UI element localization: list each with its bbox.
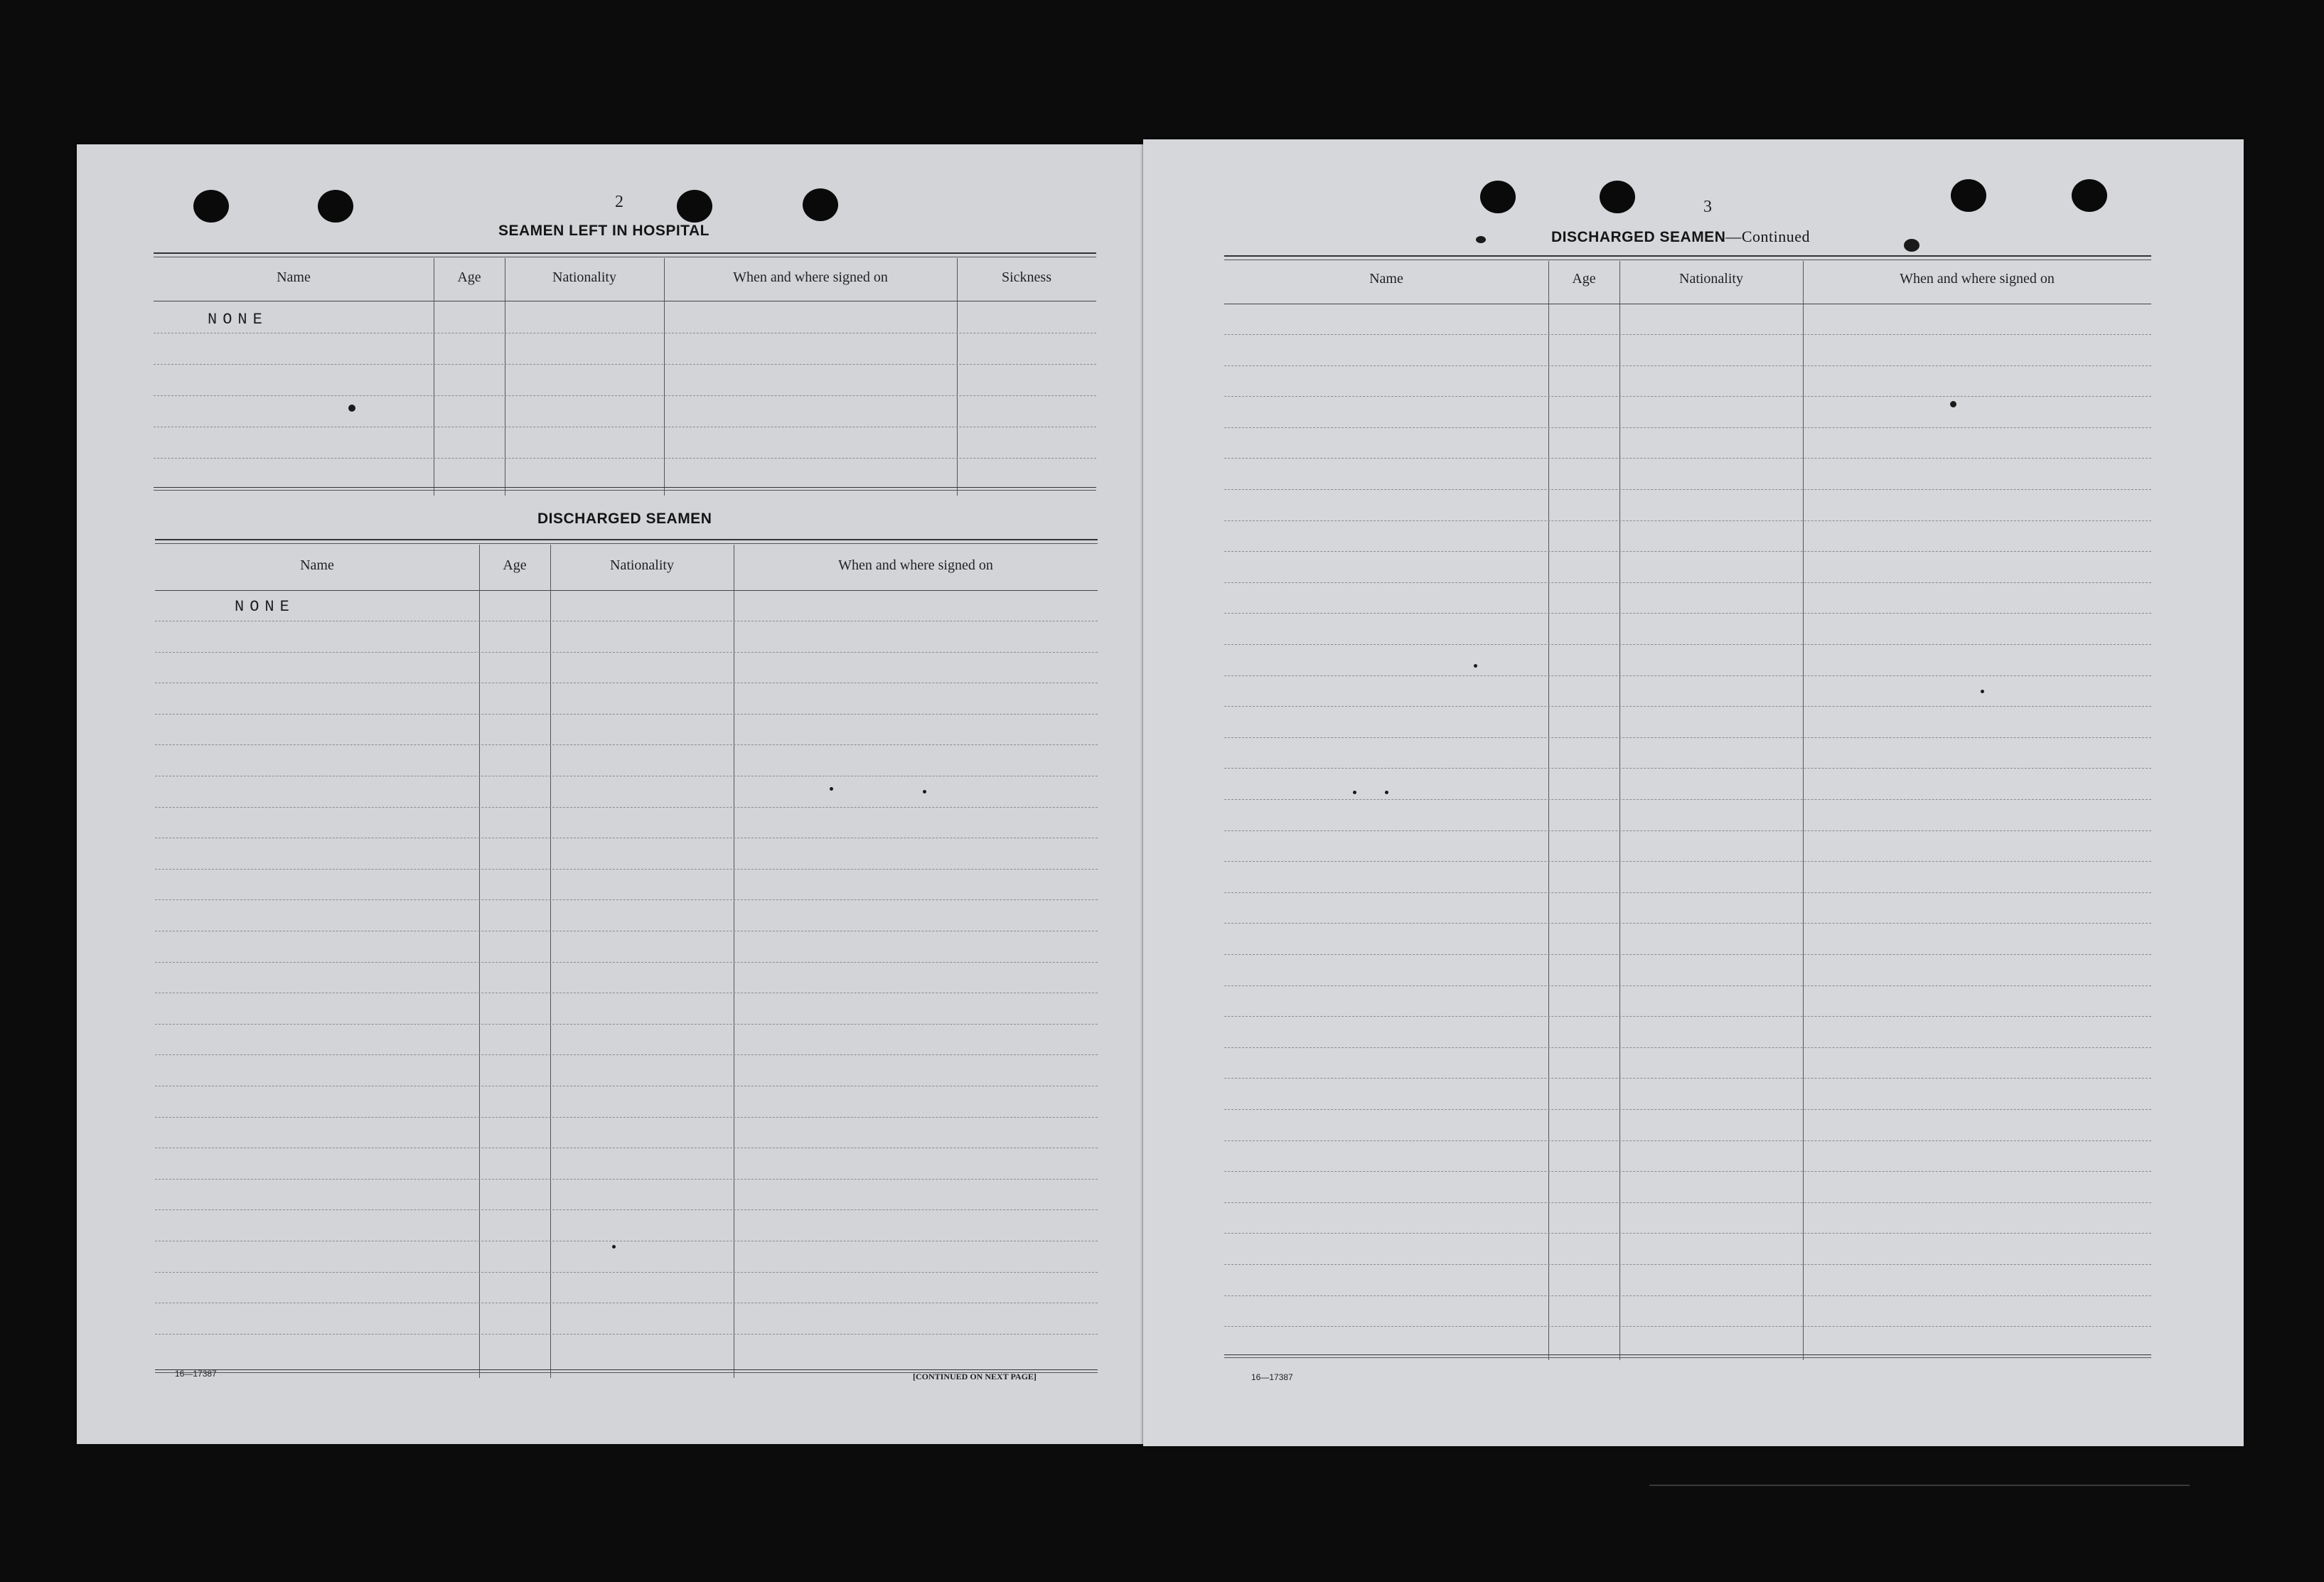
punch-hole bbox=[1600, 181, 1635, 213]
scan-edge-line bbox=[1649, 1485, 2190, 1486]
row-rule bbox=[1224, 799, 2151, 800]
row-rule bbox=[155, 899, 1098, 900]
row-rule bbox=[1224, 1047, 2151, 1048]
row-rule bbox=[155, 869, 1098, 870]
row-rule bbox=[155, 1117, 1098, 1118]
row-rule bbox=[1224, 1202, 2151, 1203]
row-rule bbox=[154, 458, 1096, 459]
discharged-section-title: DISCHARGED SEAMEN bbox=[537, 511, 712, 527]
punch-hole bbox=[193, 190, 229, 223]
row-rule bbox=[155, 744, 1098, 745]
row-rule bbox=[1224, 334, 2151, 335]
row-rule bbox=[1224, 1140, 2151, 1141]
left-page bbox=[77, 144, 1152, 1444]
ink-speck bbox=[1950, 401, 1956, 407]
row-rule bbox=[1224, 1295, 2151, 1296]
row-rule bbox=[1224, 675, 2151, 676]
hospital-table bbox=[154, 252, 1096, 494]
table-bottom-rule bbox=[1224, 1354, 2151, 1358]
row-rule bbox=[155, 1334, 1098, 1335]
table-top-rule bbox=[155, 539, 1098, 544]
row-rule bbox=[155, 1024, 1098, 1025]
row-rule bbox=[1224, 396, 2151, 397]
page-number: 3 bbox=[1703, 198, 1712, 216]
column-header-nationality: Nationality bbox=[610, 557, 674, 573]
column-header-sickness: Sickness bbox=[1002, 269, 1051, 285]
ink-speck bbox=[830, 787, 833, 791]
ink-speck bbox=[612, 1245, 616, 1249]
column-header-nationality: Nationality bbox=[1679, 271, 1743, 287]
row-rule bbox=[1224, 768, 2151, 769]
punch-hole bbox=[2072, 179, 2107, 212]
ink-speck bbox=[1474, 664, 1477, 668]
row-rule bbox=[155, 807, 1098, 808]
row-rule bbox=[155, 652, 1098, 653]
ink-speck bbox=[1981, 690, 1984, 693]
punch-hole bbox=[803, 188, 838, 221]
ink-speck bbox=[1476, 236, 1486, 243]
column-header-nationality: Nationality bbox=[552, 269, 616, 285]
row-rule bbox=[1224, 1078, 2151, 1079]
table-header-rule bbox=[155, 590, 1098, 591]
ink-speck bbox=[348, 405, 355, 412]
hospital-section-title: SEAMEN LEFT IN HOSPITAL bbox=[498, 223, 709, 239]
ink-speck bbox=[1904, 239, 1919, 252]
column-header-name: Name bbox=[277, 269, 311, 285]
row-rule bbox=[1224, 706, 2151, 707]
row-rule bbox=[1224, 551, 2151, 552]
table-top-rule bbox=[154, 252, 1096, 257]
discharged-continued-table bbox=[1224, 255, 2151, 1362]
row-rule bbox=[1224, 582, 2151, 583]
row-rule bbox=[1224, 892, 2151, 893]
continued-note: [CONTINUED ON NEXT PAGE] bbox=[913, 1372, 1037, 1381]
row-rule bbox=[154, 364, 1096, 365]
punch-hole bbox=[677, 190, 712, 223]
row-rule bbox=[1224, 1264, 2151, 1265]
right-page bbox=[1143, 139, 2244, 1446]
discharged-continued-title-main: DISCHARGED SEAMEN bbox=[1551, 229, 1726, 245]
table-top-rule bbox=[1224, 255, 2151, 260]
row-rule bbox=[155, 1209, 1098, 1210]
column-header-signed-on: When and where signed on bbox=[733, 269, 888, 285]
ink-speck bbox=[1385, 791, 1388, 794]
row-rule bbox=[1224, 1326, 2151, 1327]
column-header-age: Age bbox=[503, 557, 527, 573]
row-rule bbox=[1224, 520, 2151, 521]
punch-hole bbox=[1480, 181, 1516, 213]
row-rule bbox=[155, 1054, 1098, 1055]
column-header-age: Age bbox=[457, 269, 481, 285]
row-rule bbox=[1224, 923, 2151, 924]
row-rule bbox=[1224, 458, 2151, 459]
hospital-entry-none: NONE bbox=[208, 311, 268, 328]
discharged-continued-title bbox=[1551, 228, 1810, 246]
column-divider bbox=[1548, 261, 1549, 1360]
row-rule bbox=[1224, 830, 2151, 831]
row-rule bbox=[1224, 489, 2151, 490]
row-rule bbox=[155, 714, 1098, 715]
row-rule bbox=[1224, 737, 2151, 738]
column-divider bbox=[1619, 261, 1620, 1360]
row-rule bbox=[1224, 365, 2151, 366]
row-rule bbox=[155, 962, 1098, 963]
form-number: 16—17387 bbox=[175, 1369, 217, 1379]
punch-hole bbox=[318, 190, 353, 223]
column-header-name: Name bbox=[300, 557, 334, 573]
row-rule bbox=[1224, 1233, 2151, 1234]
column-divider bbox=[664, 258, 665, 496]
row-rule bbox=[1224, 644, 2151, 645]
row-rule bbox=[155, 1272, 1098, 1273]
row-rule bbox=[154, 395, 1096, 396]
row-rule bbox=[1224, 427, 2151, 428]
discharged-entry-none: NONE bbox=[235, 598, 295, 616]
column-header-signed-on: When and where signed on bbox=[1900, 271, 2055, 287]
column-divider bbox=[957, 258, 958, 496]
row-rule bbox=[1224, 861, 2151, 862]
continued-suffix: —Continued bbox=[1725, 228, 1811, 245]
row-rule bbox=[1224, 613, 2151, 614]
discharged-table bbox=[155, 539, 1098, 1379]
row-rule bbox=[1224, 1171, 2151, 1172]
column-header-name: Name bbox=[1369, 271, 1403, 287]
ink-speck bbox=[1353, 791, 1356, 794]
row-rule bbox=[155, 1179, 1098, 1180]
table-bottom-rule bbox=[154, 487, 1096, 491]
form-number: 16—17387 bbox=[1251, 1372, 1293, 1382]
column-header-age: Age bbox=[1572, 271, 1596, 287]
row-rule bbox=[1224, 1016, 2151, 1017]
row-rule bbox=[1224, 985, 2151, 986]
row-rule bbox=[1224, 954, 2151, 955]
page-number: 2 bbox=[615, 193, 623, 211]
punch-hole bbox=[1951, 179, 1986, 212]
ink-speck bbox=[923, 790, 926, 793]
row-rule bbox=[1224, 1109, 2151, 1110]
column-header-signed-on: When and where signed on bbox=[838, 557, 993, 573]
column-divider bbox=[1803, 261, 1804, 1360]
